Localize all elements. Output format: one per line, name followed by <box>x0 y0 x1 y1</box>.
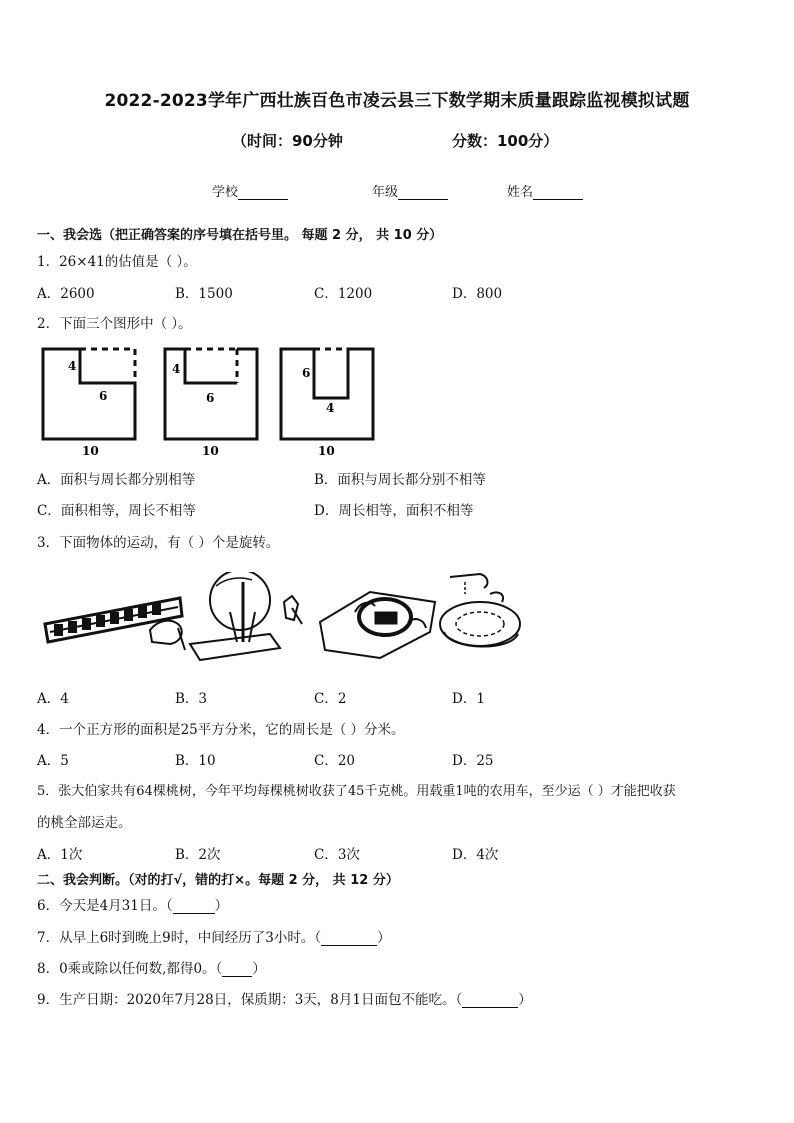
q3-option-c: C．2 <box>314 691 347 707</box>
question-5-line2: 的桃全部运走。 <box>37 815 132 831</box>
time-label: （时间：90分钟 <box>232 132 343 150</box>
q6-close: ） <box>214 898 229 914</box>
abacus-image <box>45 598 185 650</box>
q9-answer-blank[interactable] <box>462 991 518 1008</box>
question-8 <box>37 957 266 977</box>
q6-answer-blank[interactable] <box>173 897 215 914</box>
question-1: 1．26×41的估值是（ ）。 <box>37 254 197 270</box>
question-4: 4．一个正方形的面积是25平方分米，它的周长是（ ）分米。 <box>37 722 405 738</box>
faucet-image <box>440 574 520 647</box>
q1-option-d: D．800 <box>452 286 503 302</box>
q1-option-b: B．1500 <box>175 286 233 302</box>
q7-text: 7．从早上6时到晚上9时，中间经历了3小时。（ <box>37 930 322 946</box>
q8-close: ） <box>252 961 266 977</box>
q3-option-b: B．3 <box>175 691 208 707</box>
figure-1-inner-label: 6 <box>99 389 108 403</box>
figure-1-side-label: 4 <box>68 359 77 373</box>
q2-option-c: C．面积相等，周长不相等 <box>37 503 196 519</box>
steering-wheel-image <box>320 592 435 658</box>
figure-1-base-label: 10 <box>82 444 99 458</box>
q2-option-d: D．周长相等，面积不相等 <box>314 503 474 519</box>
question-3: 3．下面物体的运动，有（ ）个是旋转。 <box>37 535 280 551</box>
grade-label: 年级 <box>372 185 399 200</box>
q4-option-d: D．25 <box>452 753 494 769</box>
q8-text: 8．0乘或除以任何数,都得0。（ <box>37 961 223 977</box>
section2-heading: 二、我会判断。（对的打√，错的打×。每题 2 分， 共 12 分） <box>37 873 399 888</box>
q3-option-a: A．4 <box>37 691 69 707</box>
figure-3 <box>281 349 373 439</box>
name-field <box>507 181 583 200</box>
globe-image <box>190 572 302 660</box>
figure-2-side-label: 4 <box>172 362 181 376</box>
figure-3-inner-label: 4 <box>326 401 335 415</box>
grade-field <box>372 181 448 200</box>
q7-answer-blank[interactable] <box>321 929 377 946</box>
page-title: 2022-2023学年广西壮族百色市凌云县三下数学期末质量跟踪监视模拟试题 <box>104 91 690 111</box>
q9-close: ） <box>518 992 532 1008</box>
score-label: 分数：100分） <box>452 132 559 150</box>
question-9 <box>37 988 532 1008</box>
name-label: 姓名 <box>507 185 534 200</box>
q2-option-b: B．面积与周长都分别不相等 <box>314 472 486 488</box>
figure-2-base-label: 10 <box>202 444 219 458</box>
question-5-line1: 5．张大伯家共有64棵桃树，今年平均每棵桃树收获了45千克桃。用载重1吨的农用车，至少运（ ）才能把收获 <box>37 784 676 799</box>
q1-option-c: C．1200 <box>314 286 373 302</box>
q5-option-b: B．2次 <box>175 847 221 863</box>
name-blank[interactable] <box>533 184 583 200</box>
q5-option-a: A．1次 <box>37 847 83 863</box>
q1-option-a: A．2600 <box>37 286 95 302</box>
question-2: 2．下面三个图形中（ ）。 <box>37 316 192 332</box>
q6-text: 6．今天是4月31日。（ <box>37 898 173 914</box>
q8-answer-blank[interactable] <box>222 960 252 977</box>
q9-text: 9．生产日期：2020年7月28日，保质期：3天，8月1日面包不能吃。（ <box>37 992 463 1008</box>
q3-illustrations <box>40 572 530 664</box>
grade-blank[interactable] <box>398 184 448 200</box>
figure-1 <box>43 349 135 439</box>
figure-3-base-label: 10 <box>318 444 335 458</box>
question-7 <box>37 926 391 946</box>
q4-option-c: C．20 <box>314 753 356 769</box>
q3-option-d: D．1 <box>452 691 485 707</box>
section1-heading: 一、我会选（把正确答案的序号填在括号里。 每题 2 分， 共 10 分） <box>37 228 443 243</box>
q2-figures <box>38 345 378 460</box>
q4-option-a: A．5 <box>37 753 69 769</box>
q2-option-a: A．面积与周长都分别相等 <box>37 472 196 488</box>
q5-option-c: C．3次 <box>314 847 360 863</box>
figure-3-side-label: 6 <box>302 366 311 380</box>
q7-close: ） <box>377 930 391 946</box>
figure-2-inner-label: 6 <box>206 391 215 405</box>
q4-option-b: B．10 <box>175 753 216 769</box>
school-label: 学校 <box>212 185 239 200</box>
question-6 <box>37 894 228 914</box>
school-field <box>212 181 288 200</box>
school-blank[interactable] <box>238 184 288 200</box>
q5-option-d: D．4次 <box>452 847 499 863</box>
